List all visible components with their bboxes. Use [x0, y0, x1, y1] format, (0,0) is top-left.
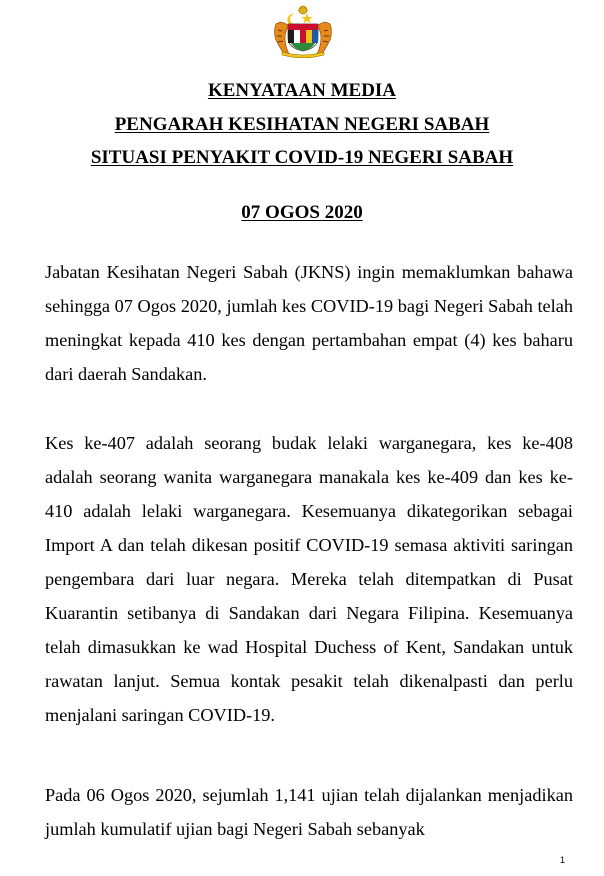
- paragraph-case-summary: Jabatan Kesihatan Negeri Sabah (JKNS) ingin memaklumkan bahawa sehingga 07 Ogos 2020, jumlah kes COVID-19 bagi Negeri Sabah telah meningkat kepada 410 kes dengan pertambahan empat (4) kes baharu dari daerah Sandakan.: [45, 262, 573, 384]
- coat-of-arms-logo: [272, 4, 334, 58]
- document-title-situation: SITUASI PENYAKIT COVID-19 NEGERI SABAH: [90, 147, 514, 168]
- document-title-media-statement: KENYATAAN MEDIA: [207, 80, 397, 101]
- document-date: 07 OGOS 2020: [241, 202, 363, 223]
- page-number: 1: [560, 855, 566, 865]
- document-title-director: PENGARAH KESIHATAN NEGERI SABAH: [114, 114, 490, 135]
- paragraph-testing: Pada 06 Ogos 2020, sejumlah 1,141 ujian telah dijalankan menjadikan jumlah kumulatif ujian bagi Negeri Sabah sebanyak: [45, 785, 573, 839]
- paragraph-case-details: Kes ke-407 adalah seorang budak lelaki warganegara, kes ke-408 adalah seorang wanita warganegara manakala kes ke-409 dan kes ke-410 adalah lelaki warganegara. Kesemuanya dikategorikan sebagai Import A dan telah dikesan positif COVID-19 semasa aktiviti saringan pengembara dari luar negara. Mereka telah ditempatkan di Pusat Kuarantin setibanya di Sandakan dari Negara Filipina. Kesemuanya telah dimasukkan ke wad Hospital Duchess of Kent, Sandakan untuk rawatan lanjut. Semua kontak pesakit telah dikenalpasti dan perlu menjalani saringan COVID-19.: [45, 433, 573, 725]
